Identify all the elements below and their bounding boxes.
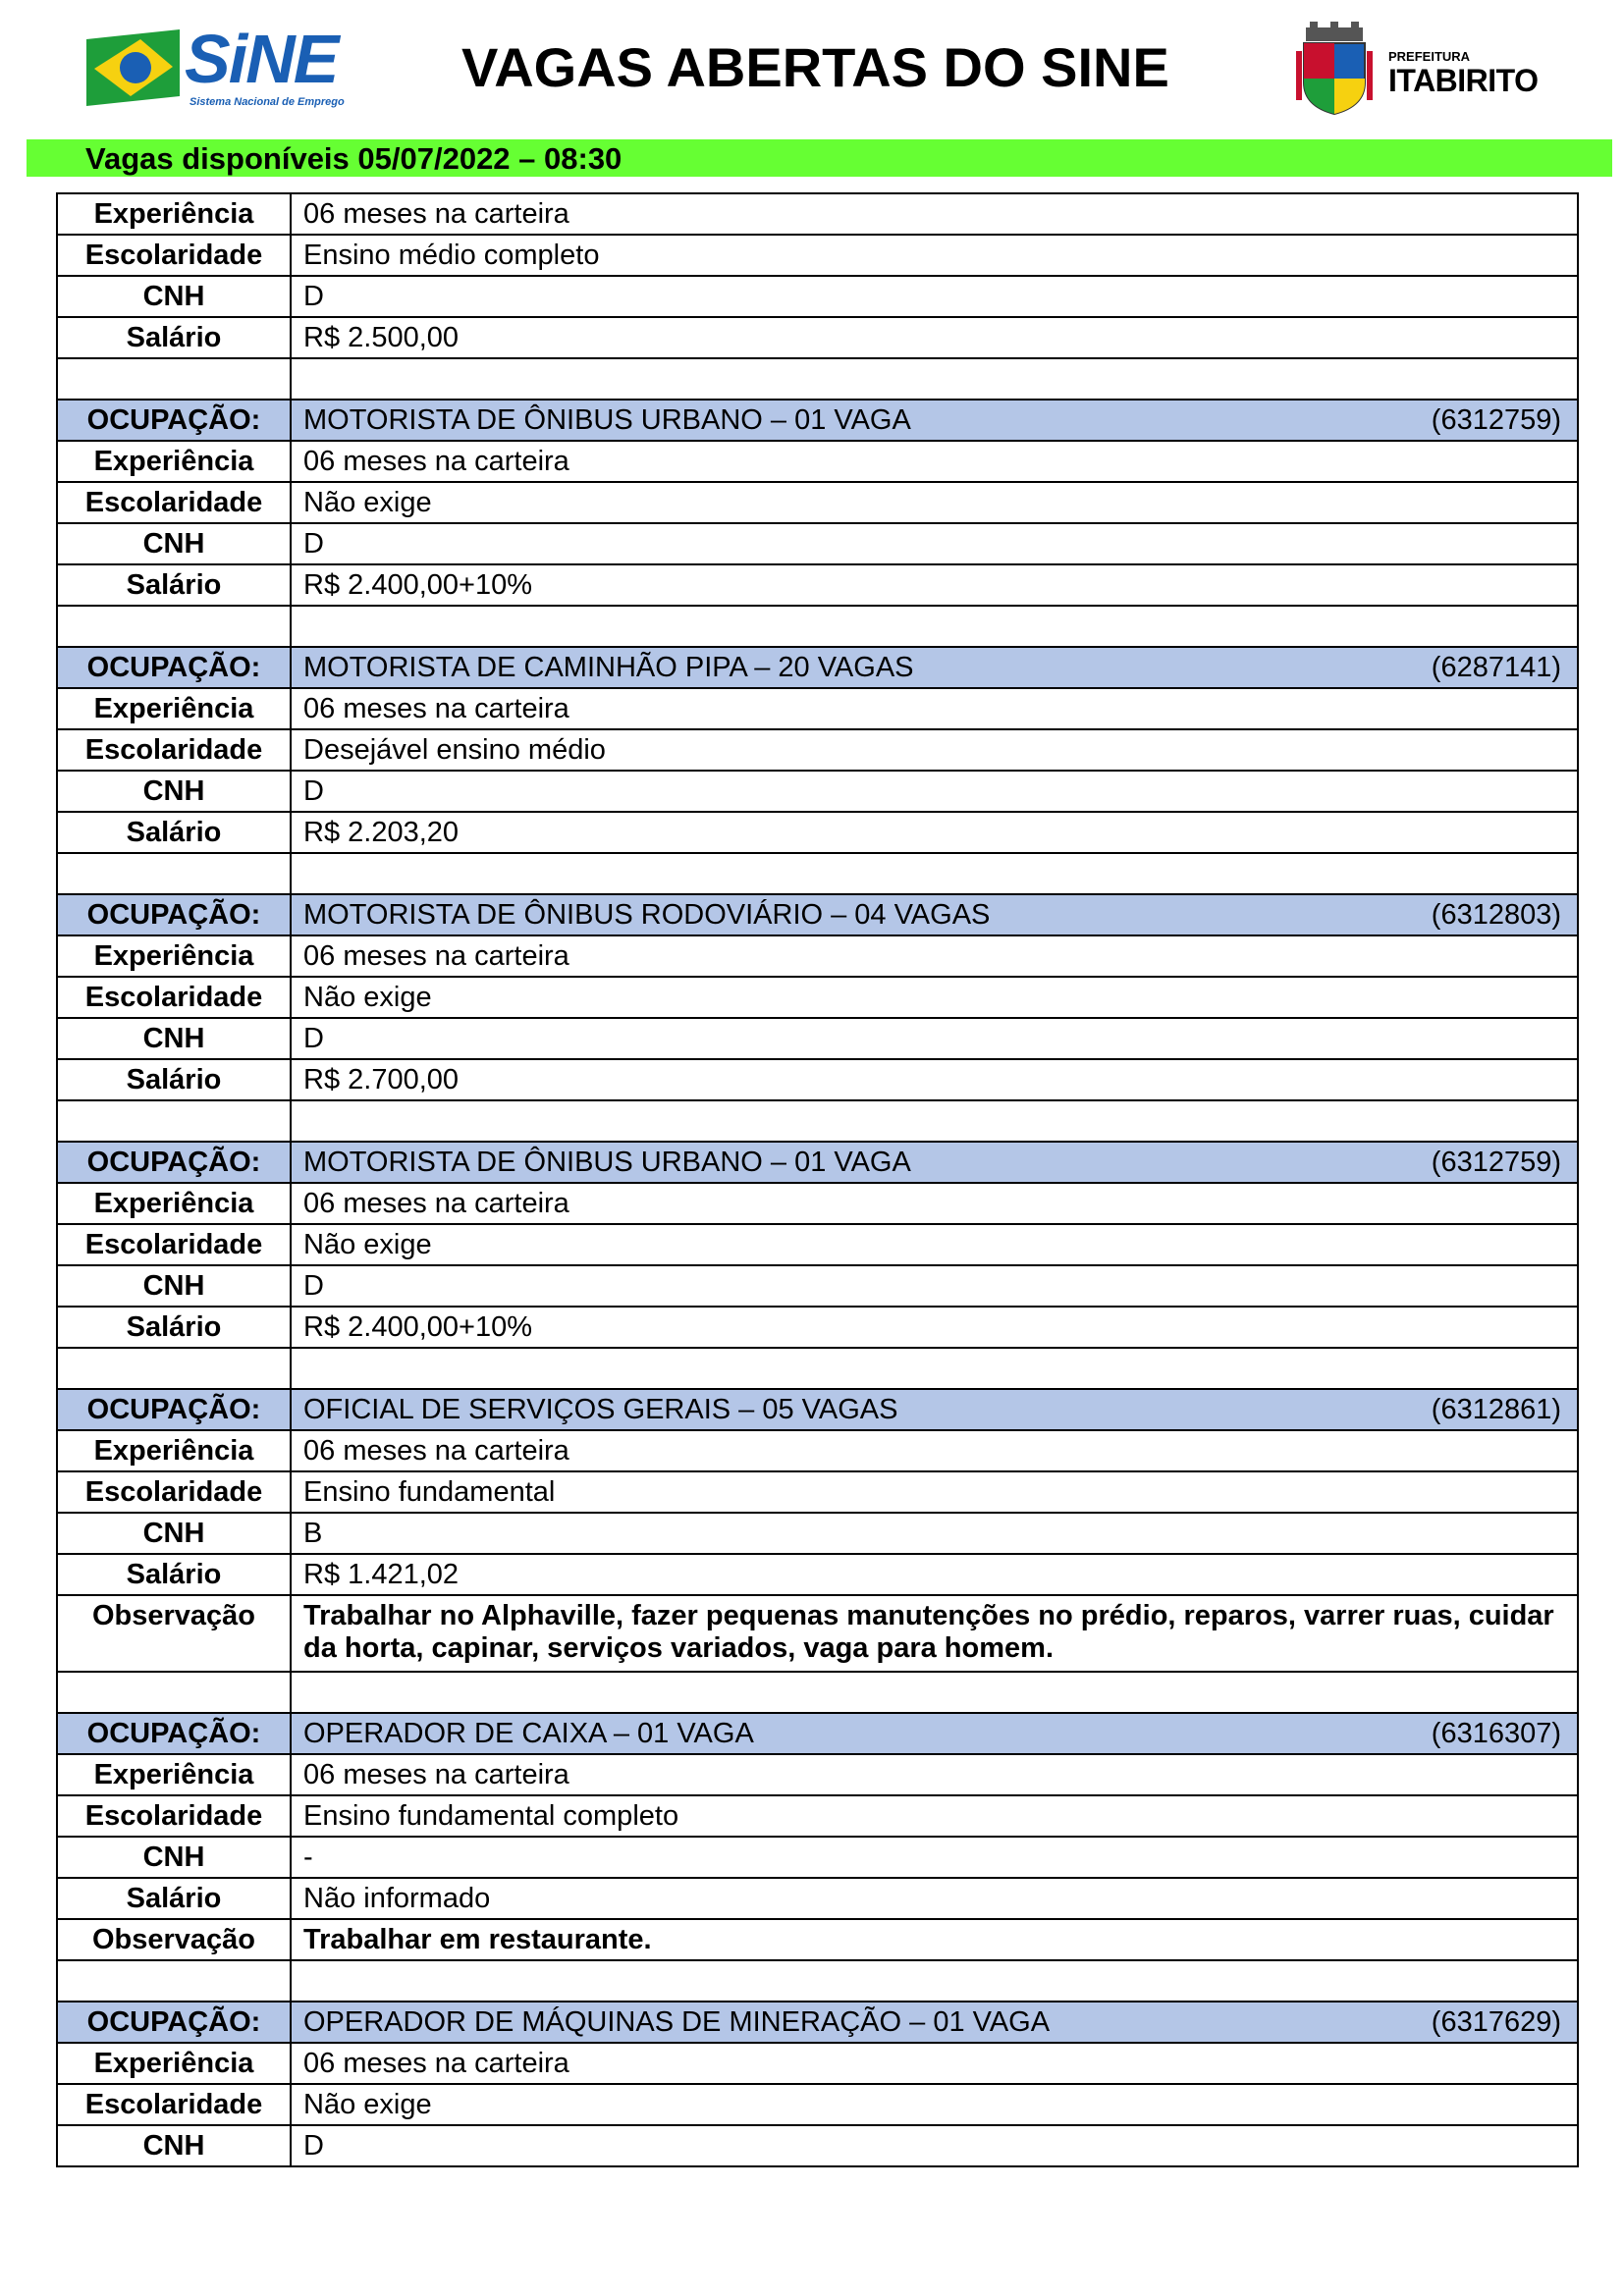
label-salario: Salário — [57, 317, 291, 358]
label-salario: Salário — [57, 564, 291, 606]
value-experiencia: 06 meses na carteira — [291, 193, 1578, 235]
occupation-code: (6312803) — [1431, 898, 1561, 931]
value-experiencia: 06 meses na carteira — [291, 2043, 1578, 2084]
value-cnh: D — [291, 1018, 1578, 1059]
label-ocupacao: OCUPAÇÃO: — [57, 1389, 291, 1430]
occupation-row — [57, 1389, 1578, 1430]
label-cnh: CNH — [57, 523, 291, 564]
occupation-row — [57, 1713, 1578, 1754]
occupation-row — [57, 1142, 1578, 1183]
occupation-row — [57, 647, 1578, 688]
table-row — [57, 2125, 1578, 2166]
value-salario: Não informado — [291, 1878, 1578, 1919]
table-row — [57, 1837, 1578, 1878]
label-escolaridade: Escolaridade — [57, 1471, 291, 1513]
table-row — [57, 977, 1578, 1018]
occupation-row — [57, 400, 1578, 441]
occupation-title: MOTORISTA DE ÔNIBUS URBANO – 01 VAGA — [303, 1146, 911, 1178]
label-experiencia: Experiência — [57, 1754, 291, 1795]
label-experiencia: Experiência — [57, 193, 291, 235]
table-row — [57, 276, 1578, 317]
date-bar — [27, 139, 1612, 177]
table-row — [57, 729, 1578, 771]
value-cnh: D — [291, 1265, 1578, 1307]
value-cnh: D — [291, 771, 1578, 812]
label-cnh: CNH — [57, 2125, 291, 2166]
occupation-row — [57, 894, 1578, 935]
label-ocupacao: OCUPAÇÃO: — [57, 647, 291, 688]
table-row — [57, 1878, 1578, 1919]
spacer-row — [57, 606, 1578, 647]
label-escolaridade: Escolaridade — [57, 729, 291, 771]
label-ocupacao: OCUPAÇÃO: — [57, 894, 291, 935]
occupation-title: OPERADOR DE CAIXA – 01 VAGA — [303, 1717, 754, 1749]
occupation-code: (6317629) — [1431, 2005, 1561, 2038]
spacer-row — [57, 1672, 1578, 1713]
occupation-code: (6316307) — [1431, 1717, 1561, 1749]
label-cnh: CNH — [57, 771, 291, 812]
value-escolaridade: Não exige — [291, 1224, 1578, 1265]
table-row — [57, 193, 1578, 235]
table-row — [57, 317, 1578, 358]
table-row — [57, 441, 1578, 482]
table-row — [57, 1224, 1578, 1265]
label-experiencia: Experiência — [57, 688, 291, 729]
table-row — [57, 1595, 1578, 1672]
value-escolaridade: Ensino médio completo — [291, 235, 1578, 276]
sine-logo — [86, 21, 361, 114]
table-row — [57, 235, 1578, 276]
sine-flag-icon — [86, 29, 180, 106]
value-cnh: D — [291, 2125, 1578, 2166]
table-row — [57, 482, 1578, 523]
label-escolaridade: Escolaridade — [57, 2084, 291, 2125]
occupation-title: OPERADOR DE MÁQUINAS DE MINERAÇÃO – 01 VAGA — [303, 2005, 1051, 2038]
occupation-title: MOTORISTA DE ÔNIBUS URBANO – 01 VAGA — [303, 403, 911, 436]
label-escolaridade: Escolaridade — [57, 482, 291, 523]
sine-logo-subtitle: Sistema Nacional de Emprego — [189, 96, 345, 108]
label-salario: Salário — [57, 1878, 291, 1919]
occupation-code: (6312759) — [1431, 1146, 1561, 1178]
label-experiencia: Experiência — [57, 1430, 291, 1471]
page-header — [0, 0, 1624, 137]
label-cnh: CNH — [57, 1265, 291, 1307]
label-salario: Salário — [57, 1554, 291, 1595]
value-salario: R$ 2.500,00 — [291, 317, 1578, 358]
table-row — [57, 1265, 1578, 1307]
prefeitura-label: PREFEITURA — [1388, 49, 1471, 64]
label-cnh: CNH — [57, 1513, 291, 1554]
occupation-code: (6312861) — [1431, 1393, 1561, 1425]
label-observacao: Observação — [57, 1919, 291, 1960]
table-row — [57, 1754, 1578, 1795]
label-escolaridade: Escolaridade — [57, 977, 291, 1018]
value-escolaridade: Não exige — [291, 482, 1578, 523]
table-row — [57, 1795, 1578, 1837]
table-row — [57, 1471, 1578, 1513]
table-row — [57, 688, 1578, 729]
label-experiencia: Experiência — [57, 2043, 291, 2084]
value-cnh: D — [291, 523, 1578, 564]
spacer-row — [57, 358, 1578, 400]
value-experiencia: 06 meses na carteira — [291, 1430, 1578, 1471]
label-ocupacao: OCUPAÇÃO: — [57, 1142, 291, 1183]
label-ocupacao: OCUPAÇÃO: — [57, 400, 291, 441]
value-escolaridade: Desejável ensino médio — [291, 729, 1578, 771]
value-experiencia: 06 meses na carteira — [291, 688, 1578, 729]
city-name: ITABIRITO — [1388, 63, 1539, 98]
label-cnh: CNH — [57, 1837, 291, 1878]
table-row — [57, 771, 1578, 812]
date-bar-text: Vagas disponíveis 05/07/2022 – 08:30 — [85, 141, 623, 176]
value-salario: R$ 2.400,00+10% — [291, 1307, 1578, 1348]
occupation-title: OFICIAL DE SERVIÇOS GERAIS – 05 VAGAS — [303, 1393, 898, 1425]
table-row — [57, 812, 1578, 853]
label-ocupacao: OCUPAÇÃO: — [57, 2002, 291, 2043]
label-escolaridade: Escolaridade — [57, 235, 291, 276]
value-experiencia: 06 meses na carteira — [291, 441, 1578, 482]
page-title: VAGAS ABERTAS DO SINE — [461, 36, 1169, 98]
prefeitura-logo — [1296, 22, 1542, 120]
table-row — [57, 523, 1578, 564]
label-cnh: CNH — [57, 276, 291, 317]
table-row — [57, 2084, 1578, 2125]
table-row — [57, 1919, 1578, 1960]
label-salario: Salário — [57, 812, 291, 853]
table-row — [57, 1554, 1578, 1595]
value-experiencia: 06 meses na carteira — [291, 1754, 1578, 1795]
spacer-row — [57, 1348, 1578, 1389]
table-row — [57, 564, 1578, 606]
jobs-table — [56, 192, 1579, 2167]
sine-logo-text: SiNE — [185, 21, 338, 97]
occupation-code: (6312759) — [1431, 403, 1561, 436]
table-row — [57, 1059, 1578, 1100]
value-observacao: Trabalhar no Alphaville, fazer pequenas manutenções no prédio, reparos, varrer ruas, cuidar da horta, capinar, serviços variados, vaga para homem. — [291, 1595, 1578, 1672]
table-row — [57, 1183, 1578, 1224]
value-escolaridade: Ensino fundamental completo — [291, 1795, 1578, 1837]
label-experiencia: Experiência — [57, 935, 291, 977]
value-escolaridade: Não exige — [291, 2084, 1578, 2125]
label-escolaridade: Escolaridade — [57, 1224, 291, 1265]
label-salario: Salário — [57, 1059, 291, 1100]
value-salario: R$ 1.421,02 — [291, 1554, 1578, 1595]
value-observacao: Trabalhar em restaurante. — [291, 1919, 1578, 1960]
spacer-row — [57, 1960, 1578, 2002]
occupation-title: MOTORISTA DE CAMINHÃO PIPA – 20 VAGAS — [303, 651, 914, 683]
value-salario: R$ 2.400,00+10% — [291, 564, 1578, 606]
label-observacao: Observação — [57, 1595, 291, 1672]
label-ocupacao: OCUPAÇÃO: — [57, 1713, 291, 1754]
table-row — [57, 1307, 1578, 1348]
value-cnh: D — [291, 276, 1578, 317]
spacer-row — [57, 853, 1578, 894]
city-coat-of-arms-icon — [1296, 22, 1373, 116]
occupation-title: MOTORISTA DE ÔNIBUS RODOVIÁRIO – 04 VAGAS — [303, 898, 991, 931]
table-row — [57, 935, 1578, 977]
label-escolaridade: Escolaridade — [57, 1795, 291, 1837]
table-row — [57, 1513, 1578, 1554]
label-salario: Salário — [57, 1307, 291, 1348]
label-experiencia: Experiência — [57, 441, 291, 482]
value-experiencia: 06 meses na carteira — [291, 935, 1578, 977]
spacer-row — [57, 1100, 1578, 1142]
value-salario: R$ 2.700,00 — [291, 1059, 1578, 1100]
label-experiencia: Experiência — [57, 1183, 291, 1224]
table-row — [57, 1430, 1578, 1471]
value-cnh: B — [291, 1513, 1578, 1554]
value-escolaridade: Não exige — [291, 977, 1578, 1018]
table-row — [57, 1018, 1578, 1059]
occupation-code: (6287141) — [1431, 651, 1561, 683]
value-cnh: - — [291, 1837, 1578, 1878]
label-cnh: CNH — [57, 1018, 291, 1059]
occupation-row — [57, 2002, 1578, 2043]
table-row — [57, 2043, 1578, 2084]
value-escolaridade: Ensino fundamental — [291, 1471, 1578, 1513]
value-experiencia: 06 meses na carteira — [291, 1183, 1578, 1224]
value-salario: R$ 2.203,20 — [291, 812, 1578, 853]
